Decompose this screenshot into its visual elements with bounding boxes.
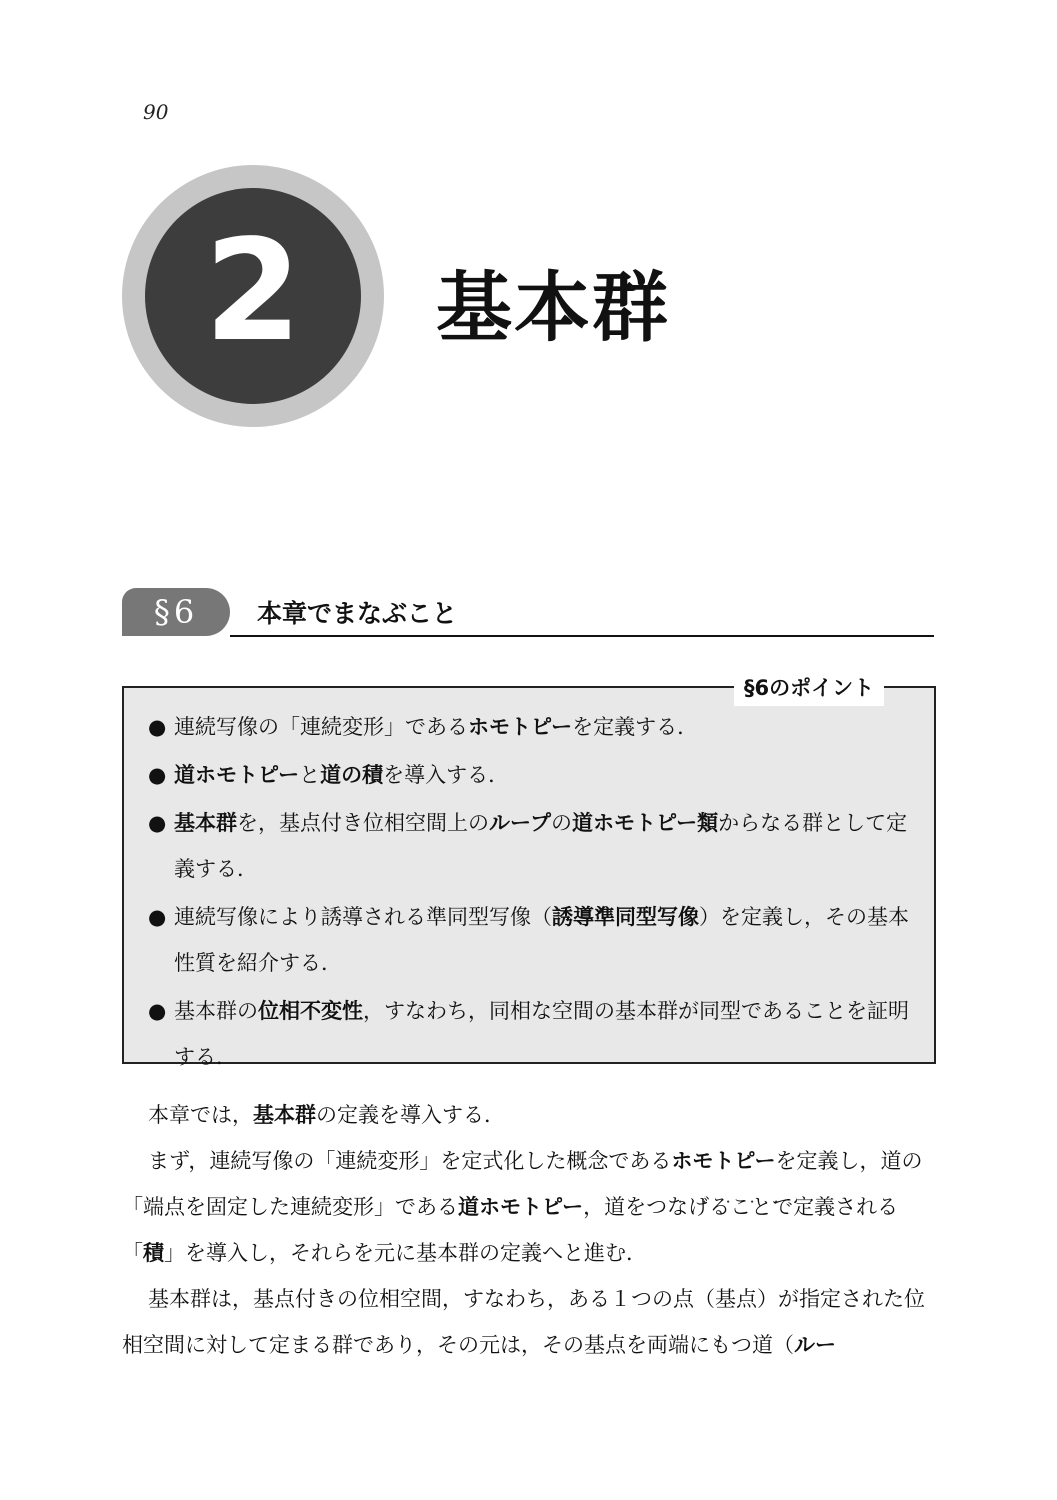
text-run: まず，連続写像の「連続変形」を定式化した概念である [148, 1149, 672, 1173]
bold-term: 誘導準同型写像 [552, 905, 699, 929]
bullet-icon: ● [148, 763, 167, 787]
bold-term: 基本群 [253, 1103, 316, 1127]
point-text [174, 811, 907, 881]
chapter-number: 2 [204, 210, 302, 373]
point-text [174, 715, 698, 739]
bullet-icon: ● [148, 811, 167, 835]
bold-term: 積 [143, 1241, 164, 1265]
section-number-tab: §6 [122, 588, 230, 636]
text-run: ，道を [583, 1195, 647, 1219]
bold-term: 基本群 [174, 811, 237, 835]
point-item [148, 894, 918, 986]
bold-term: ループ [489, 811, 551, 835]
text-run: 基本群の [174, 999, 258, 1023]
page-number: 90 [143, 100, 169, 124]
text-run: ，すなわち，同相な空間の基本群が同型であることを証明する． [174, 999, 909, 1069]
text-run: 基本群は，基点付きの位相空間，すなわち，ある１つの点（基点）が指定された位相空間に対して定まる群であり，その元は，その基点を両端にもつ道（ [122, 1287, 925, 1357]
text-run: を導入する． [383, 763, 510, 787]
text-run: を定義し，道の「端点を固定した連続変形」である [122, 1149, 923, 1219]
section-rule [230, 635, 934, 637]
bold-term: 道ホモトピー [174, 763, 300, 787]
point-text [174, 763, 509, 787]
point-text [174, 999, 909, 1069]
text-run: の定義を導入する． [316, 1103, 505, 1127]
text-run: からなる群として定義する． [174, 811, 908, 881]
body-paragraph [122, 1092, 937, 1138]
text-run: 連続写像の「連続変形」である [174, 715, 468, 739]
point-item [148, 752, 918, 798]
points-list [148, 704, 918, 1082]
chapter-badge-inner [145, 188, 361, 404]
bold-term: 道の積 [320, 763, 384, 787]
points-box-label: §6のポイント [734, 670, 884, 706]
point-item [148, 704, 918, 750]
point-item [148, 988, 918, 1080]
bullet-icon: ● [148, 715, 167, 739]
body-paragraph [122, 1138, 937, 1276]
text-run: 」を導入し，それらを元に基本群の定義へと進む． [164, 1241, 647, 1265]
text-run: 本章では， [148, 1103, 253, 1127]
bold-term: 位相不変性 [258, 999, 363, 1023]
bullet-icon: ● [148, 999, 167, 1023]
point-text [174, 905, 909, 975]
text-run: 連続写像により誘導される準同型写像（ [174, 905, 552, 929]
section-title: 本章でまなぶこと [257, 599, 458, 628]
text-run: を，基点付き位相空間上の [237, 811, 489, 835]
text-run: を定義する． [572, 715, 699, 739]
text-run: ）を定義し，その基本性質を紹介する． [174, 905, 909, 975]
text-run: ことで定義される「 [122, 1195, 899, 1265]
point-item [148, 800, 918, 892]
bold-term: ホモトピー [468, 715, 573, 739]
body-paragraph [122, 1276, 937, 1368]
bold-term: ルー [794, 1333, 836, 1357]
bullet-icon: ● [148, 905, 167, 929]
bold-term: ホモトピー [671, 1149, 776, 1173]
text-run: の [550, 811, 572, 835]
bold-term: 道ホモトピー類 [571, 811, 719, 835]
body-text [122, 1092, 937, 1368]
emphasis-text: ・・・・・ つなげる [646, 1195, 730, 1219]
chapter-badge [122, 165, 384, 427]
chapter-title: 基本群 [436, 263, 670, 352]
bold-term: 道ホモトピー [458, 1195, 584, 1219]
text-run: と [299, 763, 321, 787]
